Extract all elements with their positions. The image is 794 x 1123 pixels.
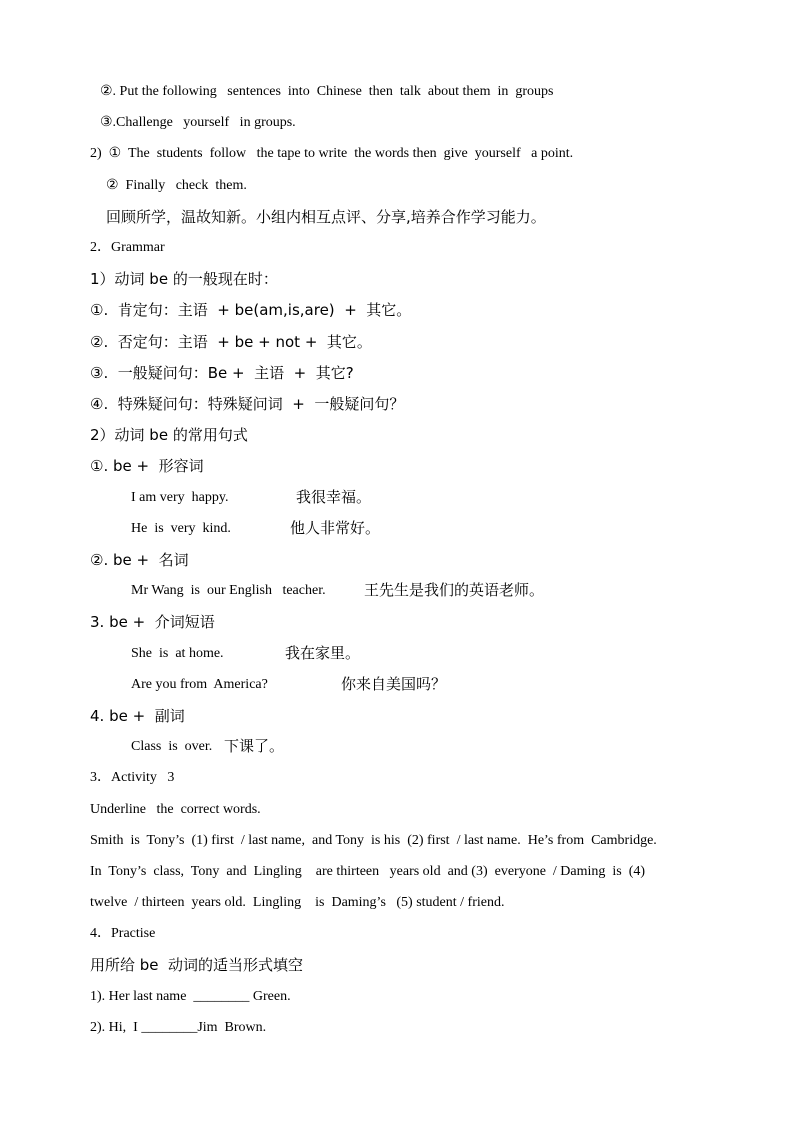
activity-instruction: Underline the correct words. xyxy=(90,802,261,817)
example-teacher-en: Mr Wang is our English teacher. xyxy=(131,583,326,598)
pattern-prepositional: 3. be + 介词短语 xyxy=(90,613,215,631)
example-happy-cn: 我很幸福。 xyxy=(296,488,372,506)
grammar-affirmative: ①. 肯定句：主语 + be(am,is,are) + 其它。 xyxy=(90,301,412,319)
grammar-yes-no-question: ③. 一般疑问句：Be + 主语 + 其它? xyxy=(90,364,354,382)
grammar-subheading-patterns: 2）动词 be 的常用句式 xyxy=(90,426,248,444)
example-america-en: Are you from America? xyxy=(131,677,268,692)
activity-text-line-3: twelve / thirteen years old. Lingling is Daming’s (5) student / friend. xyxy=(90,895,505,910)
section-grammar-heading: 2．Grammar xyxy=(90,240,165,255)
grammar-wh-question: ④. 特殊疑问句：特殊疑问词 + 一般疑问句？ xyxy=(90,395,405,413)
grammar-subheading-present: 1）动词 be 的一般现在时： xyxy=(90,270,278,288)
grammar-negative: ②. 否定句：主语 + be + not + 其它。 xyxy=(90,333,372,351)
pattern-noun: ②. be + 名词 xyxy=(90,551,189,569)
example-kind-cn: 他人非常好。 xyxy=(290,519,381,537)
example-class-cn: 下课了。 xyxy=(224,737,285,755)
example-happy-en: I am very happy. xyxy=(131,490,229,505)
example-home-cn: 我在家里。 xyxy=(285,644,361,662)
example-home-en: She is at home. xyxy=(131,646,224,661)
practise-instruction: 用所给 be 动词的适当形式填空 xyxy=(90,956,304,974)
pattern-adverb: 4. be + 副词 xyxy=(90,707,185,725)
activity-text-line-2: In Tony’s class, Tony and Lingling are thirteen years old and (3) everyone / Daming is (4) xyxy=(90,864,646,879)
activity-text-line-1: Smith is Tony’s (1) first / last name, and Tony is his (2) first / last name. He’s from Cambridge. xyxy=(90,833,657,848)
practise-item-2: 2). Hi, I ________Jim Brown. xyxy=(90,1020,267,1035)
instruction-check: ② Finally check them. xyxy=(106,178,247,193)
section-practise-heading: 4．Practise xyxy=(90,926,156,941)
example-kind-en: He is very kind. xyxy=(131,521,231,536)
review-note: 回顾所学，温故知新。小组内相互点评、分享,培养合作学习能力。 xyxy=(106,208,546,226)
instruction-translate: ②. Put the following sentences into Chinese then talk about them in groups xyxy=(100,84,554,99)
example-teacher-cn: 王先生是我们的英语老师。 xyxy=(364,581,545,599)
instruction-tape: 2) ① The students follow the tape to write the words then give yourself a point. xyxy=(90,146,574,161)
practise-item-1: 1). Her last name ________ Green. xyxy=(90,989,291,1004)
section-activity-heading: 3．Activity 3 xyxy=(90,770,175,785)
instruction-challenge: ③.Challenge yourself in groups. xyxy=(100,115,296,130)
example-class-en: Class is over. xyxy=(131,739,213,754)
pattern-adjective: ①. be + 形容词 xyxy=(90,457,204,475)
example-america-cn: 你来自美国吗？ xyxy=(341,675,447,693)
